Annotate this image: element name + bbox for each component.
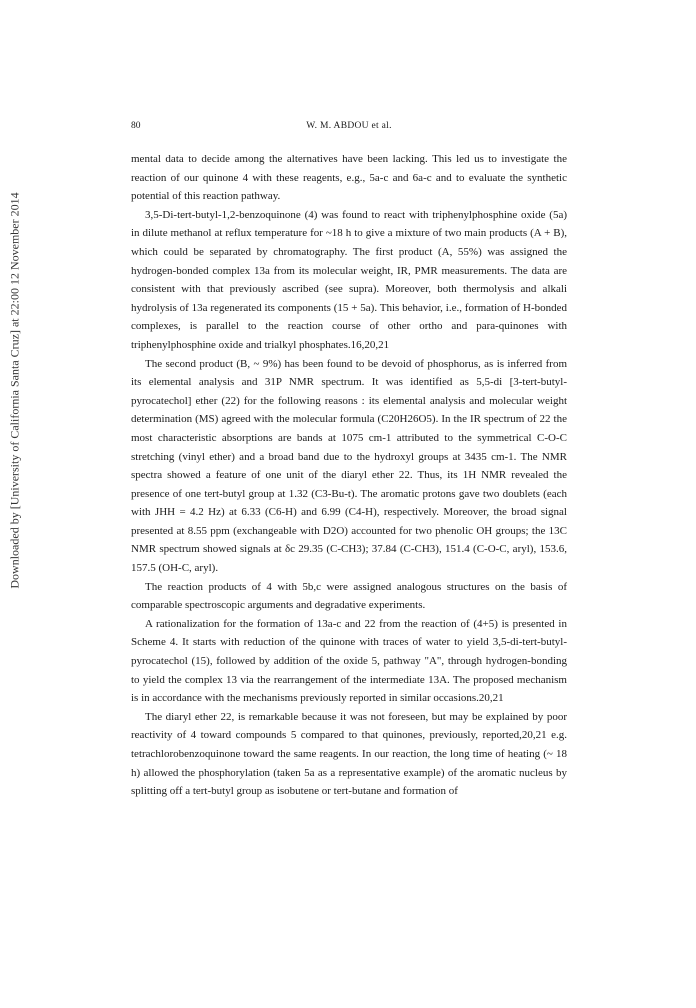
paragraph-1: mental data to decide among the alternatives have been lacking. This led us to investigate the reaction of our quinone 4 with these reagents, e.g., 5a-c and 6a-c and to evaluate the synthetic potential of this reaction pathway.: [131, 153, 567, 203]
page-number: 80: [131, 121, 141, 131]
paragraph-5: A rationalization for the formation of 13a-c and 22 from the reaction of (4+5) is presented in Scheme 4. It starts with reduction of the quinone with traces of water to yield 3,5-di-tert-butyl-pyrocatechol (15), followed by addition of the oxide 5, pathway "A", through hydrogen-bonding to yield the complex 13 via the rearrangement of the intermediate 13A. The proposed mechanism is in accordance with the mechanisms previously reported in similar occasions.20,21: [131, 617, 567, 705]
paragraph-4: The reaction products of 4 with 5b,c were assigned analogous structures on the basis of comparable spectroscopic arguments and degradative experiments.: [131, 580, 567, 612]
paragraph-2: 3,5-Di-tert-butyl-1,2-benzoquinone (4) was found to react with triphenylphosphine oxide (5a) in dilute methanol at reflux temperature for ~18 h to give a mixture of two main products (A + B), which could be separated by chromatography. The first product (A, 55%) was assigned the hydrogen-bonded complex 13a from its molecular weight, IR, PMR measurements. The data are consistent with that previously ascribed (see supra). Moreover, both thermolysis and alkali hydrolysis of 13a regenerated its components (15 + 5a). This behavior, i.e., formation of H-bonded complexes, is parallel to the reaction course of other ortho and para-quinones with triphenylphosphine oxide and trialkyl phosphates.16,20,21: [131, 208, 567, 351]
running-authors: W. M. ABDOU et al.: [306, 121, 392, 131]
paragraph-3: The second product (B, ~ 9%) has been found to be devoid of phosphorus, as is inferred from its elemental analysis and 31P NMR spectrum. It was identified as 5,5-di [3-tert-butyl-pyrocatechol] ether (22) for the following reasons : its elemental analysis and molecular weight determination (MS) agreed with the molecular formula (C20H26O5). In the IR spectrum of 22 the most characteristic absorptions are bands at 1075 cm-1 attributed to the symmetrical C-O-C stretching (vinyl ether) and a broad band due to the hydroxyl groups at 3435 cm-1. The NMR spectra showed a feature of one unit of the diaryl ether 22. Thus, its 1H NMR revealed the presence of one tert-butyl group at 1.32 (C3-Bu-t). The aromatic protons gave two doublets (each with JHH = 4.2 Hz) at 6.33 (C6-H) and 6.99 (C4-H), respectively. Moreover, the broad signal presented at 8.55 ppm (exchangeable with D2O) accounted for two phenolic OH groups; the 13C NMR spectrum showed signals at δc 29.35 (C-CH3); 37.84 (C-CH3), 151.4 (C-O-C, aryl), 153.6, 157.5 (OH-C, aryl).: [131, 357, 567, 575]
download-note: Downloaded by [University of California Santa Cruz] at 22:00 12 November 2014: [7, 191, 22, 589]
article-body: [131, 150, 567, 801]
paragraph-6: The diaryl ether 22, is remarkable because it was not foreseen, but may be explained by poor reactivity of 4 toward compounds 5 compared to that quinones, previously, reported,20,21 e.g. tetrachlorobenzoquinone toward the same reagents. In our reaction, the long time of heating (~ 18 h) allowed the phosphorylation (taken 5a as a representative example) of the aromatic nucleus by splitting off a tert-butyl group as isobutene or tert-butane and formation of: [131, 710, 567, 798]
download-watermark: [4, 60, 26, 720]
running-header: [131, 121, 567, 135]
